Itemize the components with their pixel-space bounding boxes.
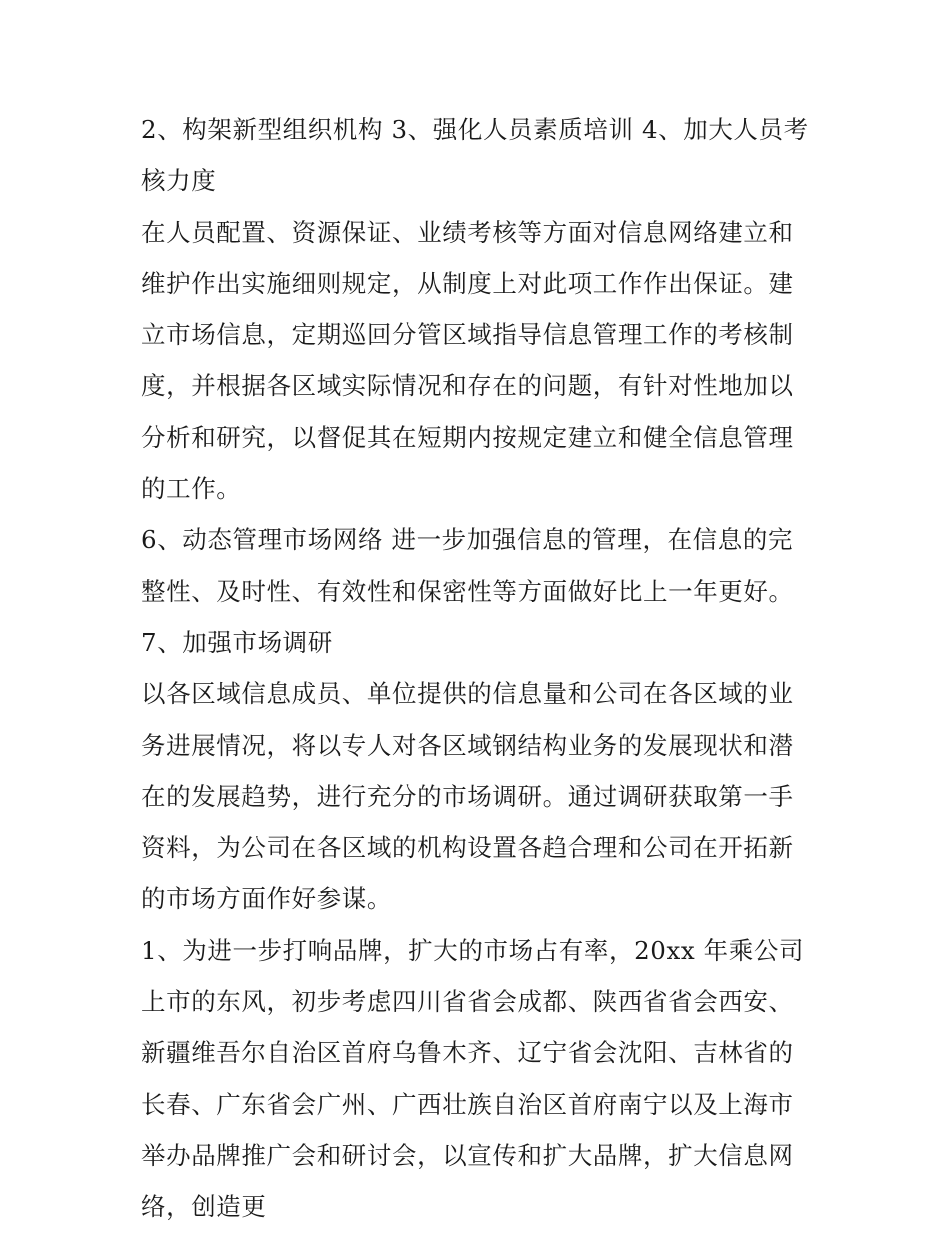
paragraph-brand-promotion: 1、为进一步打响品牌，扩大的市场占有率，20xx 年乘公司上市的东风，初步考虑四川省省会成都、陕西省省会西安、新疆维吾尔自治区首府乌鲁木齐、辽宁省会沈阳、吉林省的长春、广东省会广州、广西壮族自治区首府南宁以及上海市举办品牌推广会和研讨会，以宣传和扩大品牌，扩大信息网络，创造更 — [141, 935, 805, 1222]
paragraph-dynamic-network: 6、动态管理市场网络 进一步加强信息的管理，在信息的完整性、及时性、有效性和保密性等方面做好比上一年更好。 7、加强市场调研 — [141, 525, 794, 657]
paragraph-market-research: 以各区域信息成员、单位提供的信息量和公司在各区域的业务进展情况，将以专人对各区域钢结构业务的发展现状和潜在的发展趋势，进行充分的市场调研。通过调研获取第一手资料，为公司在各区域的机构设置各趋合理和公司在开拓新的市场方面作好参谋。 — [141, 679, 794, 914]
document-body — [141, 104, 813, 1233]
paragraph-staffing-rules: 在人员配置、资源保证、业绩考核等方面对信息网络建立和维护作出实施细则规定，从制度上对此项工作作出保证。建立市场信息，定期巡回分管区域指导信息管理工作的考核制度，并根据各区域实际情况和存在的问题，有针对性地加以分析和研究，以督促其在短期内按规定建立和健全信息管理的工作。 — [141, 217, 794, 504]
paragraph-organization-training: 2、构架新型组织机构 3、强化人员素质培训 4、加大人员考核力度 — [141, 115, 809, 196]
